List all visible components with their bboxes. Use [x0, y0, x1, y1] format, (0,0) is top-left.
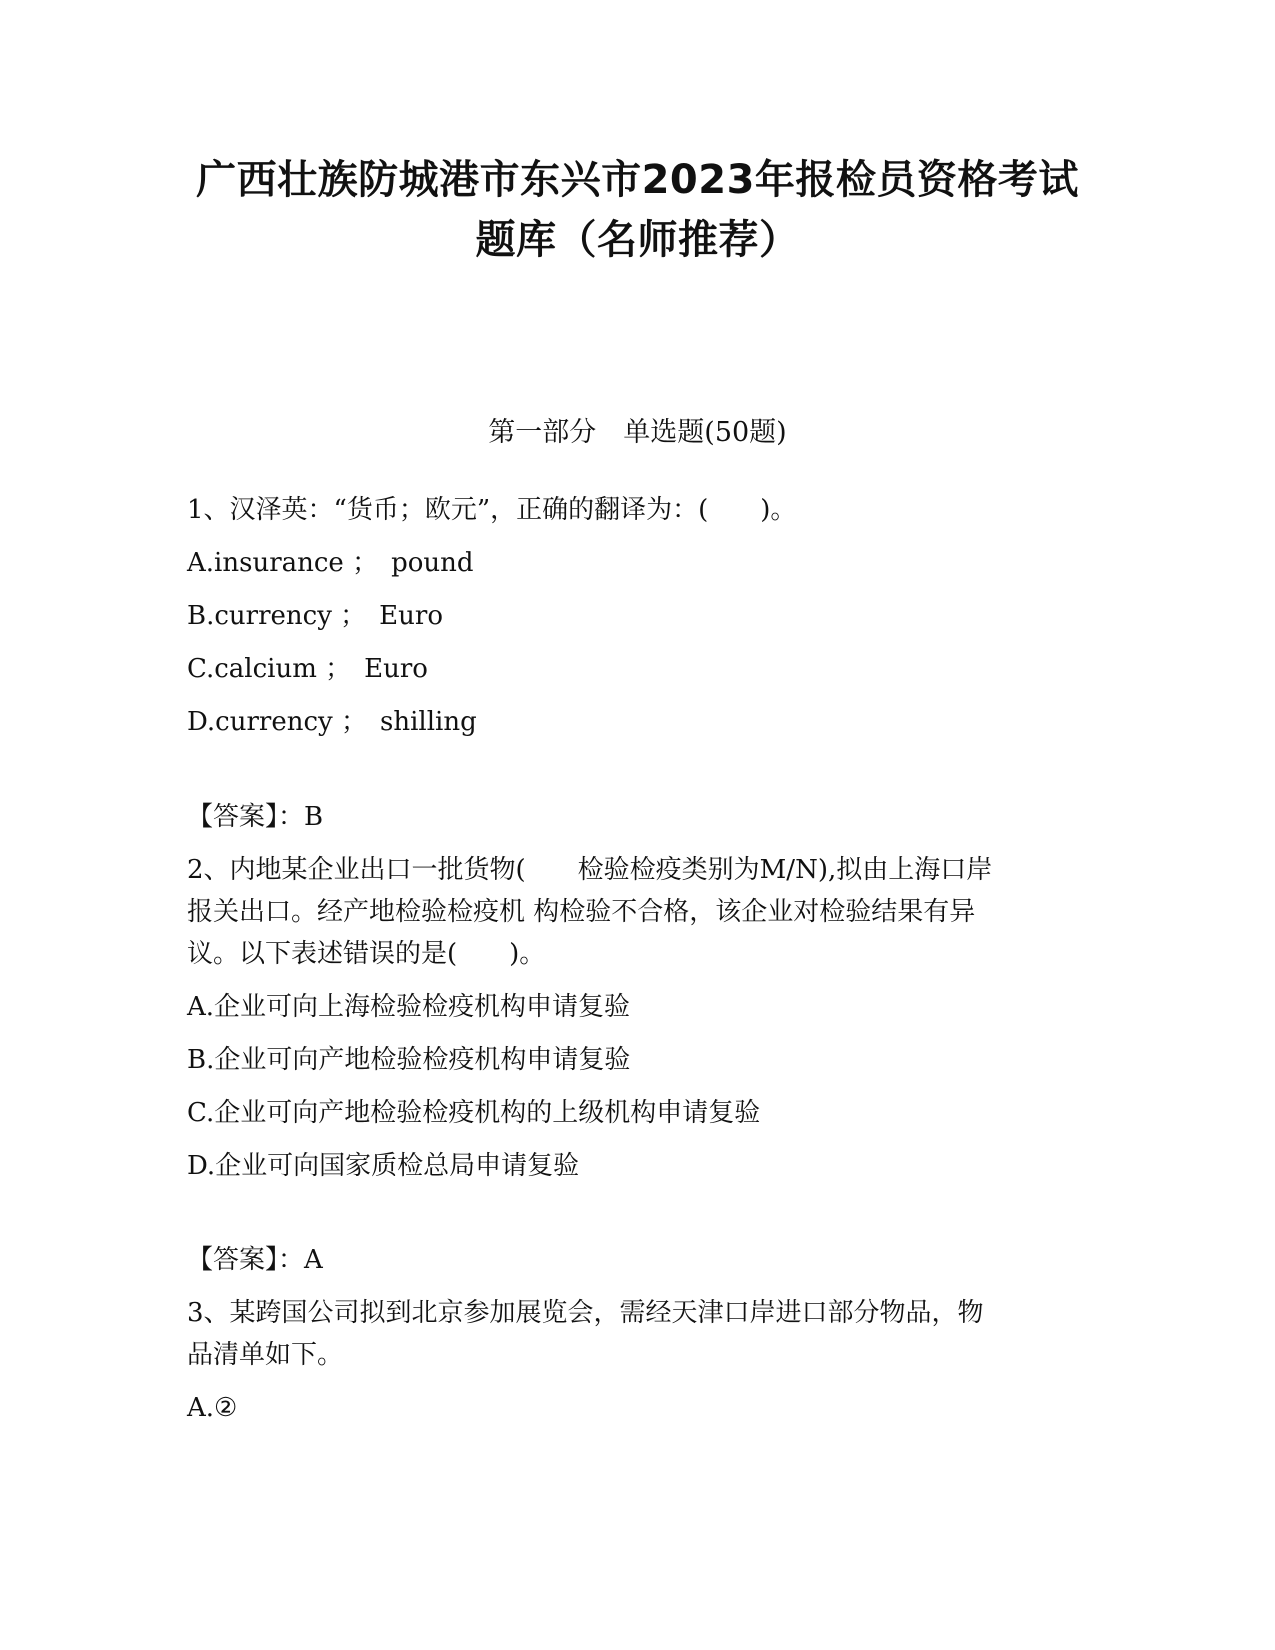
document-title-line-2: 题库（名师推荐） — [475, 217, 800, 263]
question-2-option-c: C.企业可向产地检验检疫机构的上级机构申请复验 — [187, 1098, 761, 1128]
question-2-option-a: A.企业可向上海检验检疫机构申请复验 — [187, 992, 631, 1022]
question-3-stem-line-2: 品清单如下。 — [187, 1340, 344, 1370]
question-1-option-c: C.calcium ； Euro — [187, 654, 428, 684]
section-heading: 第一部分 单选题(50题) — [488, 417, 787, 448]
question-1-answer: 【答案】：B — [187, 802, 324, 832]
question-1-option-a: A.insurance ； pound — [187, 548, 474, 578]
question-1-stem: 1、汉泽英：“货币；欧元”，正确的翻译为：( )。 — [187, 495, 797, 525]
document-title-line-1: 广西壮族防城港市东兴市2023年报检员资格考试 — [196, 157, 1079, 203]
question-2-answer: 【答案】：A — [187, 1245, 323, 1275]
question-2-stem-line-2: 报关出口。经产地检验检疫机 构检验不合格，该企业对检验结果有异 — [187, 897, 976, 927]
question-2-option-d: D.企业可向国家质检总局申请复验 — [187, 1151, 580, 1181]
question-3-stem-line-1: 3、某跨国公司拟到北京参加展览会，需经天津口岸进口部分物品，物 — [187, 1298, 984, 1328]
question-1-option-b: B.currency ； Euro — [187, 601, 443, 631]
question-1-option-d: D.currency ； shilling — [187, 707, 477, 737]
question-2-option-b: B.企业可向产地检验检疫机构申请复验 — [187, 1045, 631, 1075]
question-3-option-a: A.② — [187, 1393, 238, 1423]
question-2-stem-line-3: 议。以下表述错误的是( )。 — [187, 939, 546, 969]
question-2-stem-line-1: 2、内地某企业出口一批货物( 检验检疫类别为M/N),拟由上海口岸 — [187, 855, 993, 885]
